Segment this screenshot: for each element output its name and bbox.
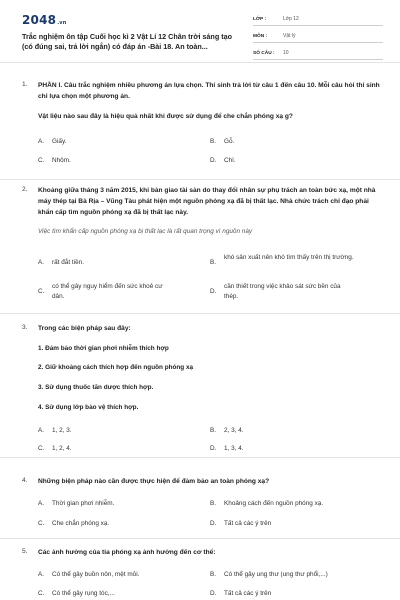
- question-number: 3.: [22, 324, 28, 331]
- option-text: rất đắt tiền.: [52, 259, 84, 266]
- question-text: Những biện pháp nào cần được thực hiện để đảm bảo an toàn phóng xạ?: [38, 478, 270, 485]
- question-text: Trong các biện pháp sau đây:: [38, 325, 131, 332]
- option-letter: C.: [38, 445, 45, 452]
- statement-3: 3. Sử dụng thuốc tăn dược thích hợp.: [38, 384, 154, 391]
- meta-subject: [253, 30, 383, 43]
- option-text: cần thiết trong việc khảo sát sức bền của thép.: [224, 283, 341, 300]
- question-number: 1.: [22, 81, 28, 88]
- option-text: 1, 2, 4.: [52, 445, 72, 452]
- meta-label: LỚP :: [253, 16, 267, 22]
- statement-4: 4. Sử dụng lớp bảo vệ thích hợp.: [38, 404, 139, 411]
- option-text: 1, 2, 3.: [52, 427, 72, 434]
- option-letter: B.: [210, 259, 217, 266]
- meta-label: SỐ CÂU :: [253, 50, 275, 56]
- option-text: Tất cả các ý trên: [224, 520, 272, 527]
- meta-grade: [253, 13, 383, 26]
- option-letter: C.: [38, 157, 45, 164]
- option-letter: A.: [38, 427, 45, 434]
- question-3: [0, 314, 400, 458]
- meta-label: MÔN :: [253, 33, 268, 39]
- option-letter: D.: [210, 520, 217, 527]
- meta-value: 10: [283, 50, 289, 56]
- question-note: Việc tìm khẩn cấp nguồn phóng xạ bị thất lạc là rất quan trọng vì nguồn này: [38, 228, 253, 235]
- option-letter: C.: [38, 288, 45, 295]
- option-letter: A.: [38, 259, 45, 266]
- option-letter: A.: [38, 138, 45, 145]
- option-text: Nhôm.: [52, 157, 71, 164]
- meta-count: [253, 47, 383, 60]
- logo-suffix: .vn: [57, 20, 67, 26]
- option-letter: D.: [210, 445, 217, 452]
- question-5: [0, 539, 400, 600]
- option-text: Khoảng cách đến nguồn phóng xạ.: [224, 500, 324, 507]
- logo-text: 2048: [22, 13, 57, 27]
- option-letter: A.: [38, 500, 45, 507]
- option-letter: D.: [210, 157, 217, 164]
- question-number: 5.: [22, 548, 28, 555]
- meta-value: Lớp 12: [283, 16, 299, 22]
- statement-1: 1. Đảm bảo thời gian phơi nhiễm thích hợp: [38, 345, 169, 352]
- option-letter: B.: [210, 500, 217, 507]
- option-letter: B.: [210, 427, 217, 434]
- question-text: Khoảng giữa tháng 3 năm 2015, khi bàn giao tài sản do thay đổi nhân sự phụ trách an toàn bức xạ, một nhà máy thép tại Bà Rịa – Vũng Tàu phát hiện một nguồn phóng xạ đã bị thất lạc. Nhà chức trách chỉ đạo phải khẩn cấp tìm nguồn phóng xạ đã bị thất lạc này.: [38, 187, 376, 216]
- question-1: [0, 63, 400, 180]
- option-text: khó sản xuất nên khó tìm thấy trên thị trường.: [224, 254, 354, 261]
- meta-value: Vật lý: [283, 33, 296, 39]
- question-intro: PHẦN I. Câu trắc nghiệm nhiều phương án lựa chọn. Thí sinh trả lời từ câu 1 đến câu 10. Mỗi câu hỏi thí sinh chỉ lựa chọn một phương án.: [38, 82, 380, 100]
- option-letter: D.: [210, 590, 217, 597]
- option-text: Tất cả các ý trên: [224, 590, 272, 597]
- option-text: 1, 3, 4.: [224, 445, 244, 452]
- option-letter: C.: [38, 590, 45, 597]
- option-text: Có thể gây buồn nôn, mệt mỏi.: [52, 571, 140, 578]
- question-4: [0, 458, 400, 539]
- question-text: Các ảnh hưởng của tia phóng xạ ảnh hưởng đến cơ thể:: [38, 549, 216, 556]
- question-2: [0, 180, 400, 314]
- question-text: Vật liệu nào sau đây là hiệu quả nhất khi được sử dụng để che chắn phóng xạ g?: [38, 113, 293, 120]
- option-text: 2, 3, 4.: [224, 427, 244, 434]
- option-letter: B.: [210, 138, 217, 145]
- meta-panel: [253, 13, 383, 64]
- question-number: 4.: [22, 477, 28, 484]
- site-logo[interactable]: [22, 13, 67, 27]
- option-text: Chì.: [224, 157, 236, 164]
- option-text: Giấy.: [52, 138, 67, 145]
- question-number: 2.: [22, 186, 28, 193]
- option-letter: B.: [210, 571, 217, 578]
- option-text: Gỗ.: [224, 138, 235, 145]
- page-title: Trắc nghiệm ôn tập Cuối học kì 2 Vật Lí 12 Chân trời sáng tạo (có đúng sai, trả lời ngắn) có đáp án -Bài 18. An toàn...: [22, 32, 232, 51]
- option-letter: A.: [38, 571, 45, 578]
- option-text: Có thể gây ung thư (ung thư phổi,...): [224, 571, 328, 578]
- option-letter: C.: [38, 520, 45, 527]
- page-header: [0, 0, 400, 63]
- option-text: Có thể gây rụng tóc,...: [52, 590, 115, 597]
- option-text: Che chắn phóng xạ.: [52, 520, 110, 527]
- option-letter: D.: [210, 288, 217, 295]
- option-text: Thời gian phơi nhiễm.: [52, 500, 115, 507]
- option-text: có thể gây nguy hiểm đến sức khoẻ cư dân.: [52, 283, 163, 300]
- statement-2: 2. Giữ khoảng cách thích hợp đến nguồn phóng xạ: [38, 364, 194, 371]
